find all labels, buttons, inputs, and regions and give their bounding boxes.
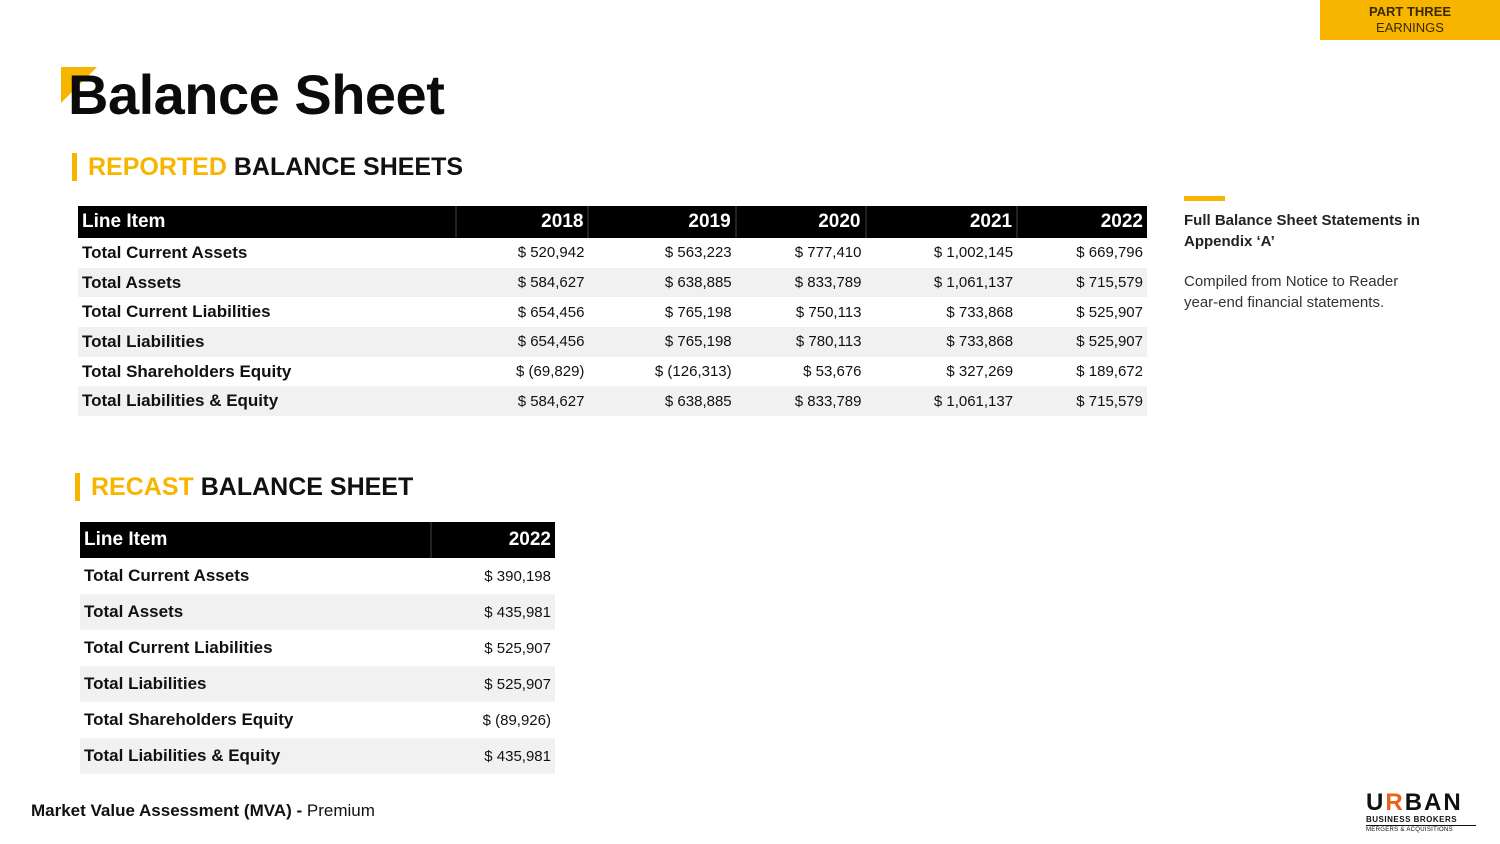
reported-section-title bbox=[72, 153, 463, 181]
table-row bbox=[78, 327, 1147, 357]
row-value: $ 638,885 bbox=[588, 386, 735, 416]
table-row bbox=[80, 666, 555, 702]
row-value: $ 520,942 bbox=[517, 244, 585, 262]
sidebar-accent-bar bbox=[1184, 196, 1225, 201]
row-label: Total Shareholders Equity bbox=[82, 361, 292, 381]
logo-letter-r: R bbox=[1385, 789, 1405, 816]
row-value: $ 525,907 bbox=[484, 639, 551, 657]
column-header-year: 2018 bbox=[456, 206, 589, 238]
row-value: $ 765,198 bbox=[664, 303, 732, 321]
column-header-year: 2019 bbox=[588, 206, 735, 238]
table-row bbox=[80, 630, 555, 666]
section-tag-part: PART THREE bbox=[1368, 4, 1452, 19]
row-label: Total Current Assets bbox=[82, 242, 248, 262]
row-label: Total Shareholders Equity bbox=[84, 710, 294, 729]
column-header-line-item: Line Item bbox=[78, 206, 456, 238]
row-value: $ 584,627 bbox=[456, 386, 589, 416]
row-value: $ (89,926) bbox=[482, 711, 551, 729]
row-label: Total Liabilities bbox=[78, 327, 456, 357]
row-value: $ (126,313) bbox=[654, 363, 732, 381]
table-row bbox=[78, 238, 1147, 268]
reported-title-highlight: REPORTED bbox=[88, 153, 227, 181]
reported-title-rest: BALANCE SHEETS bbox=[226, 153, 464, 181]
row-value: $ 669,796 bbox=[1076, 244, 1143, 262]
table-header-row bbox=[80, 522, 555, 558]
row-value: $ 53,676 bbox=[803, 363, 862, 381]
row-value: $ 390,198 bbox=[484, 567, 551, 585]
row-value: $ 777,410 bbox=[794, 244, 862, 262]
column-header-year: 2022 bbox=[1017, 206, 1147, 238]
row-value: $ 563,223 bbox=[664, 244, 732, 262]
logo-tagline: BUSINESS BROKERS bbox=[1366, 815, 1458, 824]
table-row bbox=[80, 594, 555, 630]
footer-caption bbox=[31, 801, 375, 821]
footer-normal: Premium bbox=[306, 801, 375, 820]
reported-balance-table bbox=[78, 206, 1147, 416]
row-value: $ 525,907 bbox=[431, 666, 555, 702]
row-label: Total Assets bbox=[80, 594, 431, 630]
row-value: $ 654,456 bbox=[517, 303, 585, 321]
column-header-year: 2022 bbox=[431, 522, 555, 558]
row-value: $ 654,456 bbox=[456, 327, 589, 357]
row-value: $ 638,885 bbox=[588, 268, 735, 298]
table-row bbox=[80, 702, 555, 738]
row-value: $ 833,789 bbox=[736, 386, 866, 416]
row-value: $ 833,789 bbox=[736, 268, 866, 298]
logo-letters-ban: BAN bbox=[1404, 789, 1463, 816]
row-value: $ 584,627 bbox=[456, 268, 589, 298]
column-header-year: 2021 bbox=[866, 206, 1018, 238]
table-header-row bbox=[78, 206, 1147, 238]
column-header-line-item: Line Item bbox=[80, 522, 431, 558]
row-label: Total Liabilities bbox=[80, 666, 431, 702]
logo-subtagline: MERGERS & ACQUISITIONS bbox=[1366, 825, 1476, 834]
row-value: $ (69,829) bbox=[516, 363, 585, 381]
table-row bbox=[78, 268, 1147, 298]
page-title: Balance Sheet bbox=[68, 63, 445, 126]
logo-wordmark bbox=[1366, 791, 1476, 815]
row-value: $ 1,061,137 bbox=[866, 268, 1018, 298]
row-label: Total Assets bbox=[78, 268, 456, 298]
table-row bbox=[78, 297, 1147, 327]
row-value: $ 435,981 bbox=[431, 738, 555, 774]
table-row bbox=[80, 738, 555, 774]
row-label: Total Current Assets bbox=[84, 566, 250, 585]
row-label: Total Current Liabilities bbox=[82, 302, 271, 322]
row-value: $ 750,113 bbox=[795, 303, 862, 321]
company-logo bbox=[1366, 791, 1476, 834]
table-row bbox=[78, 357, 1147, 387]
row-value: $ 715,579 bbox=[1017, 268, 1147, 298]
row-value: $ 765,198 bbox=[588, 327, 735, 357]
table-row bbox=[78, 386, 1147, 416]
row-value: $ 733,868 bbox=[866, 327, 1018, 357]
row-value: $ 1,061,137 bbox=[866, 386, 1018, 416]
row-value: $ 780,113 bbox=[736, 327, 866, 357]
recast-title-rest: BALANCE SHEET bbox=[193, 473, 414, 501]
logo-letter-u: U bbox=[1366, 789, 1386, 816]
row-value: $ 715,579 bbox=[1017, 386, 1147, 416]
row-value: $ 733,868 bbox=[946, 303, 1014, 321]
sidebar-note: Compiled from Notice to Reader year-end financial statements. bbox=[1184, 273, 1399, 311]
recast-title-highlight: RECAST bbox=[91, 473, 194, 501]
row-value: $ 435,981 bbox=[431, 594, 555, 630]
recast-balance-table bbox=[80, 522, 555, 774]
row-label: Total Current Liabilities bbox=[84, 638, 273, 657]
row-label: Total Liabilities & Equity bbox=[78, 386, 456, 416]
recast-section-title bbox=[75, 473, 413, 501]
row-value: $ 525,907 bbox=[1076, 303, 1143, 321]
column-header-year: 2020 bbox=[736, 206, 866, 238]
row-value: $ 1,002,145 bbox=[933, 244, 1014, 262]
row-label: Total Liabilities & Equity bbox=[80, 738, 431, 774]
row-value: $ 327,269 bbox=[946, 363, 1014, 381]
table-row bbox=[80, 558, 555, 594]
section-tag bbox=[1320, 0, 1500, 40]
footer-bold: Market Value Assessment (MVA) - bbox=[31, 801, 307, 820]
row-value: $ 525,907 bbox=[1017, 327, 1147, 357]
section-tag-topic: EARNINGS bbox=[1376, 20, 1444, 35]
sidebar-heading: Full Balance Sheet Statements in Appendix ‘A’ bbox=[1184, 212, 1420, 250]
row-value: $ 189,672 bbox=[1076, 363, 1143, 381]
